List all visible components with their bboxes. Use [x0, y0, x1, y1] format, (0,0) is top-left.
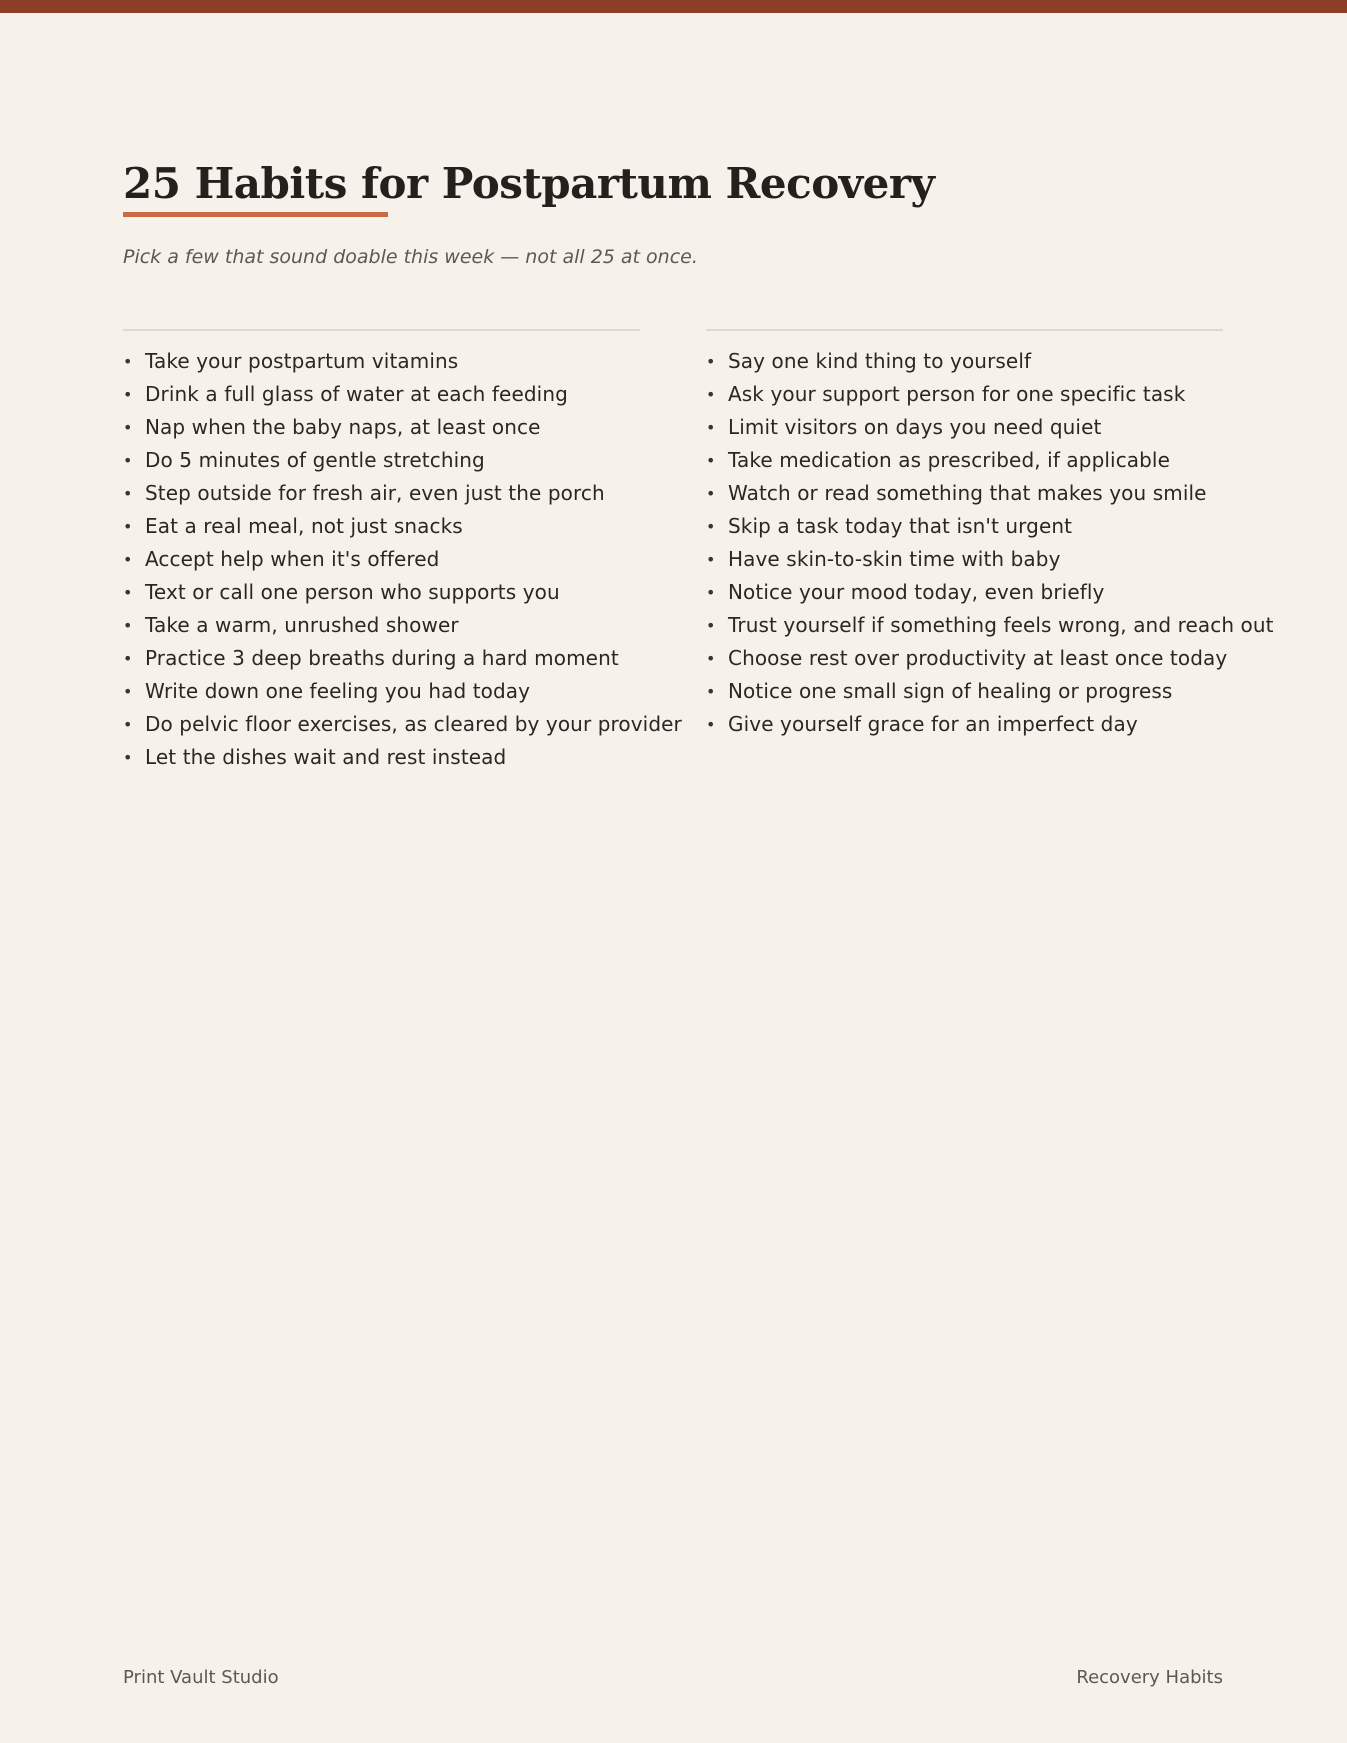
- bullet-icon: •: [123, 583, 133, 602]
- habit-text: Notice your mood today, even briefly: [728, 580, 1105, 604]
- list-item: [706, 609, 1274, 642]
- bullet-icon: •: [706, 385, 716, 404]
- habit-text: Trust yourself if something feels wrong, and reach out: [728, 613, 1274, 637]
- list-item: [123, 378, 640, 411]
- habit-text: Limit visitors on days you need quiet: [728, 415, 1102, 439]
- footer-section-label: Recovery Habits: [1076, 1667, 1223, 1688]
- habit-text: Take your postpartum vitamins: [145, 349, 459, 373]
- list-item: [706, 543, 1223, 576]
- bullet-icon: •: [123, 352, 133, 371]
- list-item: [706, 477, 1223, 510]
- habit-text: Notice one small sign of healing or progress: [728, 679, 1173, 703]
- list-item: [123, 510, 640, 543]
- bullet-icon: •: [706, 451, 716, 470]
- list-item: [123, 741, 640, 774]
- bullet-icon: •: [706, 484, 716, 503]
- habit-text: Do 5 minutes of gentle stretching: [145, 448, 485, 472]
- list-item: [123, 477, 640, 510]
- page-title: 25 Habits for Postpartum Recovery: [123, 159, 935, 208]
- habit-text: Eat a real meal, not just snacks: [145, 514, 463, 538]
- habit-text: Text or call one person who supports you: [145, 580, 560, 604]
- column-divider: [706, 329, 1223, 331]
- list-item: [123, 411, 640, 444]
- list-item: [706, 411, 1223, 444]
- bullet-icon: •: [123, 418, 133, 437]
- bullet-icon: •: [123, 451, 133, 470]
- list-item: [123, 675, 640, 708]
- habit-text: Have skin-to-skin time with baby: [728, 547, 1061, 571]
- habit-text: Let the dishes wait and rest instead: [145, 745, 507, 769]
- list-item: [706, 708, 1223, 741]
- list-item: [706, 642, 1228, 675]
- bullet-icon: •: [123, 550, 133, 569]
- bullet-icon: •: [123, 385, 133, 404]
- list-item: [123, 642, 640, 675]
- list-item: [706, 444, 1223, 477]
- list-item: [706, 378, 1223, 411]
- habit-text: Give yourself grace for an imperfect day: [728, 712, 1138, 736]
- habit-text: Accept help when it's offered: [145, 547, 440, 571]
- habit-list-right: [706, 345, 1274, 741]
- list-item: [706, 510, 1223, 543]
- habit-text: Take a warm, unrushed shower: [145, 613, 459, 637]
- habit-text: Ask your support person for one specific task: [728, 382, 1186, 406]
- habit-text: Watch or read something that makes you smile: [728, 481, 1207, 505]
- bullet-icon: •: [123, 715, 133, 734]
- list-item: [123, 708, 682, 741]
- bullet-icon: •: [123, 748, 133, 767]
- list-item: [706, 345, 1223, 378]
- habit-text: Nap when the baby naps, at least once: [145, 415, 541, 439]
- bullet-icon: •: [123, 616, 133, 635]
- footer-brand: Print Vault Studio: [123, 1667, 279, 1688]
- habit-text: Say one kind thing to yourself: [728, 349, 1032, 373]
- habits-column-left: [123, 329, 682, 774]
- habit-text: Step outside for fresh air, even just the porch: [145, 481, 605, 505]
- habit-text: Take medication as prescribed, if applicable: [728, 448, 1170, 472]
- bullet-icon: •: [706, 517, 716, 536]
- bullet-icon: •: [123, 682, 133, 701]
- bullet-icon: •: [706, 583, 716, 602]
- habit-text: Drink a full glass of water at each feeding: [145, 382, 568, 406]
- bullet-icon: •: [706, 649, 716, 668]
- habit-list-left: [123, 345, 682, 774]
- bullet-icon: •: [123, 517, 133, 536]
- top-accent-bar: [0, 0, 1347, 13]
- column-divider: [123, 329, 640, 331]
- habit-text: Do pelvic floor exercises, as cleared by your provider: [145, 712, 682, 736]
- bullet-icon: •: [706, 682, 716, 701]
- list-item: [123, 345, 640, 378]
- bullet-icon: •: [123, 649, 133, 668]
- bullet-icon: •: [706, 352, 716, 371]
- list-item: [123, 609, 640, 642]
- bullet-icon: •: [706, 550, 716, 569]
- habits-column-right: [706, 329, 1274, 741]
- list-item: [706, 576, 1223, 609]
- bullet-icon: •: [706, 616, 716, 635]
- list-item: [123, 444, 640, 477]
- list-item: [123, 543, 640, 576]
- page-subtitle: Pick a few that sound doable this week — not all 25 at once.: [123, 246, 698, 268]
- bullet-icon: •: [123, 484, 133, 503]
- habit-text: Write down one feeling you had today: [145, 679, 531, 703]
- habit-text: Skip a task today that isn't urgent: [728, 514, 1073, 538]
- list-item: [706, 675, 1223, 708]
- bullet-icon: •: [706, 715, 716, 734]
- bullet-icon: •: [706, 418, 716, 437]
- list-item: [123, 576, 640, 609]
- habit-text: Choose rest over productivity at least once today: [728, 646, 1228, 670]
- title-underline: [123, 212, 388, 217]
- habit-text: Practice 3 deep breaths during a hard moment: [145, 646, 619, 670]
